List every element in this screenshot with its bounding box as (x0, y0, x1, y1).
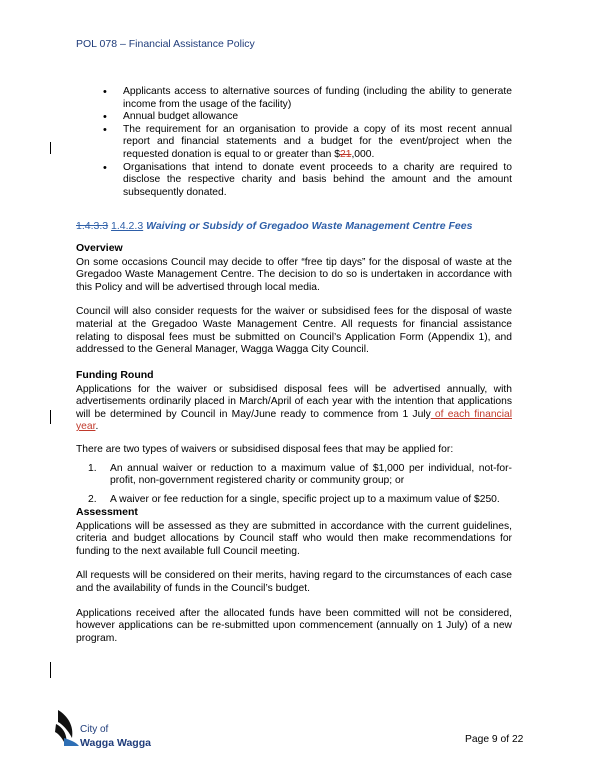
change-bar (50, 410, 51, 424)
list-item (76, 463, 512, 488)
tracked-insertion: of each financial year (76, 408, 512, 433)
assessment-paragraph: Applications received after the allocated funds have been committed will not be considered, however applications can be re-submitted upon commencement (annually on 1 July) of a new program. (76, 607, 512, 644)
overview-paragraph: On some occasions Council may decide to offer “free tip days” for the disposal of waste at the Gregadoo Waste Management Centre. The decision to do so is undertaken in accordance with this Policy and will be advertised through local media. (76, 256, 512, 293)
bullet-text: ,000. (351, 148, 375, 160)
list-number: 1. (88, 462, 97, 474)
bullet-text: The requirement for an organisation to provide a copy of its most recent annual report and financial statements and a budget for the event/project when the requested donation is equal to or greater than $ (123, 123, 512, 160)
change-bar (50, 662, 51, 678)
tracked-change-mark: 21 (339, 148, 352, 160)
funding-text-end: . (95, 421, 99, 433)
page-number: Page 9 of 22 (465, 734, 524, 745)
list-text: An annual waiver or reduction to a maximum value of $1,000 per individual, not-for-profit, non-government registered charity or community group; or (110, 462, 512, 487)
section-heading (76, 220, 526, 233)
logo-line-2: Wagga Wagga (80, 737, 151, 749)
logo-line-1: City of (80, 724, 109, 735)
city-logo (54, 706, 164, 756)
logo-mark-icon (54, 708, 80, 748)
assessment-paragraph: Applications will be assessed as they are submitted in accordance with the current guidelines, criteria and budget allocations by Council staff who would then make recommendations for funding to the next available full Council meeting. (76, 520, 512, 557)
bullet-list (76, 86, 512, 199)
overview-heading: Overview (76, 242, 123, 254)
bullet-item (76, 124, 512, 162)
deleted-section-number: 1.4.3.3 (76, 220, 109, 232)
funding-heading: Funding Round (76, 369, 154, 381)
overview-section (76, 242, 512, 357)
funding-text: Applications for the waiver or subsidised disposal fees will be advertised annually, with advertisements ordinarily placed in March/April of each year with the intention that applications will be determined by Council in May/June ready to commence from 1 July (76, 383, 512, 420)
list-item (76, 494, 512, 507)
assessment-section (76, 506, 512, 645)
list-text: A waiver or fee reduction for a single, specific project up to a maximum value of $250. (110, 493, 500, 505)
assessment-heading: Assessment (76, 506, 138, 518)
overview-paragraph: Council will also consider requests for the waiver or subsidised fees for the disposal of waste material at the Gregadoo Waste Management Centre. All requests for financial assistance relating to disposal fees must be submitted on Council’s Application Form (Appendix 1), and addressed to the General Manager, Wagga Wagga City Council. (76, 306, 512, 356)
funding-paragraph (76, 384, 512, 434)
bullet-item: • Organisations that intend to donate event proceeds to a charity are required to disclose the respective charity and basis behind the amount and the amount subsequently donated. (76, 162, 512, 200)
assessment-paragraph: All requests will be considered on their merits, having regard to the circumstances of each case and the availability of funds in the Council’s budget. (76, 570, 512, 594)
numbered-list (76, 463, 512, 507)
inserted-section-number: 1.4.2.3 (111, 220, 144, 232)
funding-paragraph: There are two types of waivers or subsidised disposal fees that may be applied for: (76, 443, 454, 455)
document-header: POL 078 – Financial Assistance Policy (76, 38, 255, 50)
funding-section (76, 369, 512, 506)
section-title: Waiving or Subsidy of Gregadoo Waste Management Centre Fees (146, 220, 473, 232)
list-number: 2. (88, 493, 97, 505)
change-bar (50, 142, 51, 154)
bullet-item: • Annual budget allowance (76, 111, 512, 124)
bullet-item: • Applicants access to alternative sources of funding (including the ability to generate income from the usage of the facility) (76, 86, 512, 111)
